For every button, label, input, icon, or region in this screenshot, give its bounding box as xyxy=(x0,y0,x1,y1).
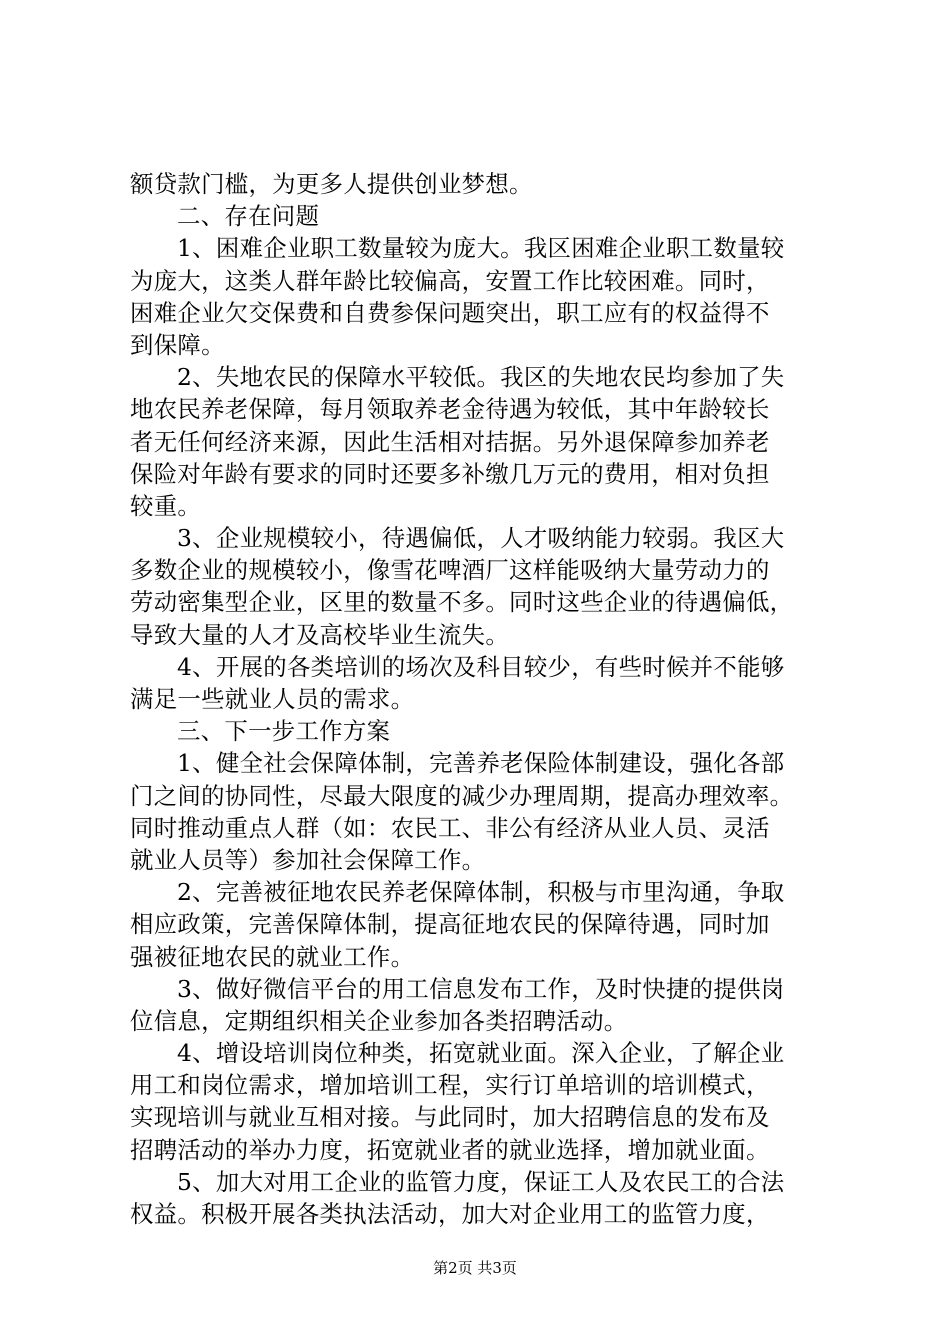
text-line: 就业人员等）参加社会保障工作。 xyxy=(130,845,486,874)
text-line: 强被征地农民的就业工作。 xyxy=(130,942,415,971)
text-line: 3、企业规模较小，待遇偏低，人才吸纳能力较弱。我区大 xyxy=(177,524,785,553)
text-line: 到保障。 xyxy=(130,330,225,359)
text-line: 招聘活动的举办力度，拓宽就业者的就业选择，增加就业面。 xyxy=(130,1135,770,1164)
text-line: 实现培训与就业互相对接。与此同时，加大招聘信息的发布及 xyxy=(130,1103,770,1132)
text-line: 困难企业欠交保费和自费参保问题突出，职工应有的权益得不 xyxy=(130,298,770,327)
text-line: 同时推动重点人群（如：农民工、非公有经济从业人员、灵活 xyxy=(130,813,770,842)
text-line: 5、加大对用工企业的监管力度，保证工人及农民工的合法 xyxy=(177,1167,785,1196)
text-line: 满足一些就业人员的需求。 xyxy=(130,685,415,713)
text-line: 地农民养老保障，每月领取养老金待遇为较低，其中年龄较长 xyxy=(130,395,770,424)
text-line: 2、失地农民的保障水平较低。我区的失地农民均参加了失 xyxy=(177,363,785,392)
text-line: 位信息，定期组织相关企业参加各类招聘活动。 xyxy=(130,1006,628,1035)
text-line: 1、健全社会保障体制，完善养老保险体制建设，强化各部 xyxy=(177,749,785,778)
text-line: 额贷款门槛，为更多人提供创业梦想。 xyxy=(130,170,533,198)
text-line: 二、存在问题 xyxy=(177,202,320,231)
text-line: 权益。积极开展各类执法活动，加大对企业用工的监管力度， xyxy=(130,1200,770,1228)
text-line: 2、完善被征地农民养老保障体制，积极与市里沟通，争取 xyxy=(177,878,785,907)
document-body xyxy=(130,168,835,1230)
text-line: 保险对年龄有要求的同时还要多补缴几万元的费用，相对负担 xyxy=(130,459,770,488)
text-line: 3、做好微信平台的用工信息发布工作，及时快捷的提供岗 xyxy=(177,974,785,1003)
text-line: 用工和岗位需求，增加培训工程，实行订单培训的培训模式， xyxy=(130,1071,770,1100)
text-line: 4、增设培训岗位种类，拓宽就业面。深入企业，了解企业 xyxy=(177,1039,785,1068)
text-line: 劳动密集型企业，区里的数量不多。同时这些企业的待遇偏低， xyxy=(130,588,794,617)
text-line: 为庞大，这类人群年龄比较偏高，安置工作比较困难。同时， xyxy=(130,266,770,295)
text-line: 1、困难企业职工数量较为庞大。我区困难企业职工数量较 xyxy=(177,234,785,263)
text-line: 4、开展的各类培训的场次及科目较少，有些时候并不能够 xyxy=(177,652,785,681)
text-line: 导致大量的人才及高校毕业生流失。 xyxy=(130,620,510,649)
text-line: 门之间的协同性，尽最大限度的减少办理周期，提高办理效率。 xyxy=(130,781,794,810)
text-line: 三、下一步工作方案 xyxy=(177,717,391,746)
text-line: 多数企业的规模较小，像雪花啤酒厂这样能吸纳大量劳动力的 xyxy=(130,556,770,585)
text-line: 者无任何经济来源，因此生活相对拮据。另外退保障参加养老 xyxy=(130,427,770,456)
page-footer: 第2页 共3页 xyxy=(433,1259,517,1277)
text-line: 较重。 xyxy=(130,491,202,520)
text-line: 相应政策，完善保障体制，提高征地农民的保障待遇，同时加 xyxy=(130,910,770,939)
